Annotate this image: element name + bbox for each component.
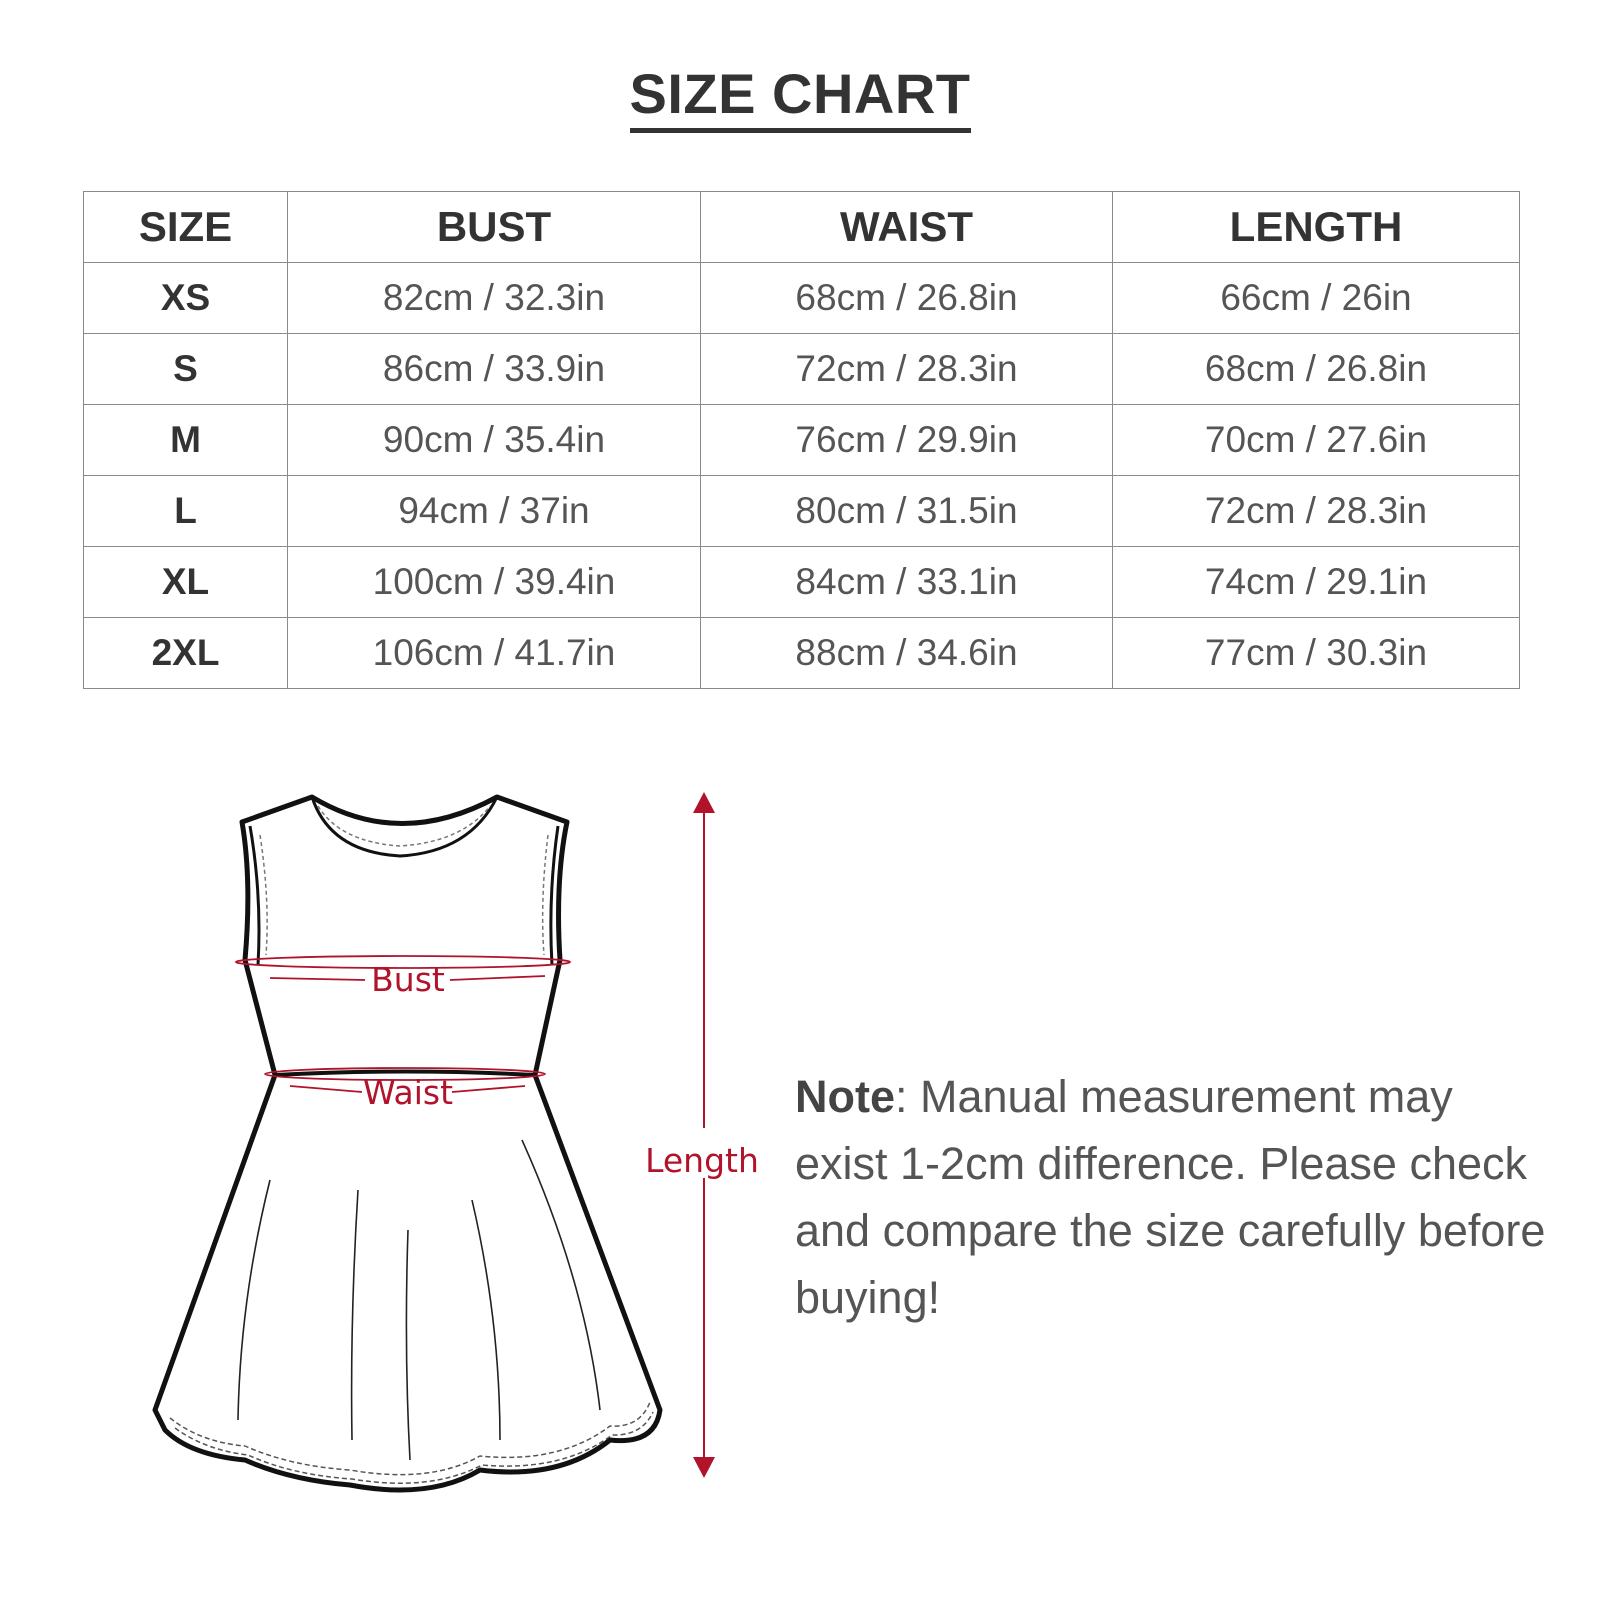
header-length: LENGTH xyxy=(1113,192,1520,263)
arrow-up-icon xyxy=(693,792,715,813)
bust-cell: 82cm / 32.3in xyxy=(288,263,701,334)
bust-cell: 94cm / 37in xyxy=(288,476,701,547)
waist-cell: 72cm / 28.3in xyxy=(701,334,1113,405)
table-row xyxy=(84,263,1520,334)
waist-cell: 68cm / 26.8in xyxy=(701,263,1113,334)
page-title xyxy=(0,62,1600,133)
length-cell: 72cm / 28.3in xyxy=(1113,476,1520,547)
waist-label: Waist xyxy=(362,1073,454,1112)
page-title-text: SIZE CHART xyxy=(630,62,971,133)
length-cell: 74cm / 29.1in xyxy=(1113,547,1520,618)
size-cell: L xyxy=(84,476,288,547)
bust-cell: 100cm / 39.4in xyxy=(288,547,701,618)
table-row xyxy=(84,618,1520,689)
bust-cell: 90cm / 35.4in xyxy=(288,405,701,476)
note-text xyxy=(795,1063,1555,1331)
table-row xyxy=(84,547,1520,618)
length-cell: 68cm / 26.8in xyxy=(1113,334,1520,405)
waist-cell: 80cm / 31.5in xyxy=(701,476,1113,547)
table-row xyxy=(84,405,1520,476)
waist-cell: 76cm / 29.9in xyxy=(701,405,1113,476)
note-label: Note xyxy=(795,1071,895,1122)
waist-cell: 84cm / 33.1in xyxy=(701,547,1113,618)
size-cell: XS xyxy=(84,263,288,334)
header-size: SIZE xyxy=(84,192,288,263)
size-cell: 2XL xyxy=(84,618,288,689)
bust-cell: 86cm / 33.9in xyxy=(288,334,701,405)
table-header-row xyxy=(84,192,1520,263)
length-cell: 77cm / 30.3in xyxy=(1113,618,1520,689)
arrow-down-icon xyxy=(693,1457,715,1478)
size-cell: M xyxy=(84,405,288,476)
header-waist: WAIST xyxy=(701,192,1113,263)
size-cell: S xyxy=(84,334,288,405)
bust-cell: 106cm / 41.7in xyxy=(288,618,701,689)
waist-cell: 88cm / 34.6in xyxy=(701,618,1113,689)
table-row xyxy=(84,334,1520,405)
note-body: : Manual measurement may exist 1-2cm difference. Please check and compare the size carefully before buying! xyxy=(795,1071,1546,1323)
bust-label: Bust xyxy=(371,960,445,999)
table-row xyxy=(84,476,1520,547)
header-bust: BUST xyxy=(288,192,701,263)
size-cell: XL xyxy=(84,547,288,618)
length-cell: 66cm / 26in xyxy=(1113,263,1520,334)
length-label: Length xyxy=(645,1141,759,1180)
size-table xyxy=(83,191,1520,689)
length-cell: 70cm / 27.6in xyxy=(1113,405,1520,476)
